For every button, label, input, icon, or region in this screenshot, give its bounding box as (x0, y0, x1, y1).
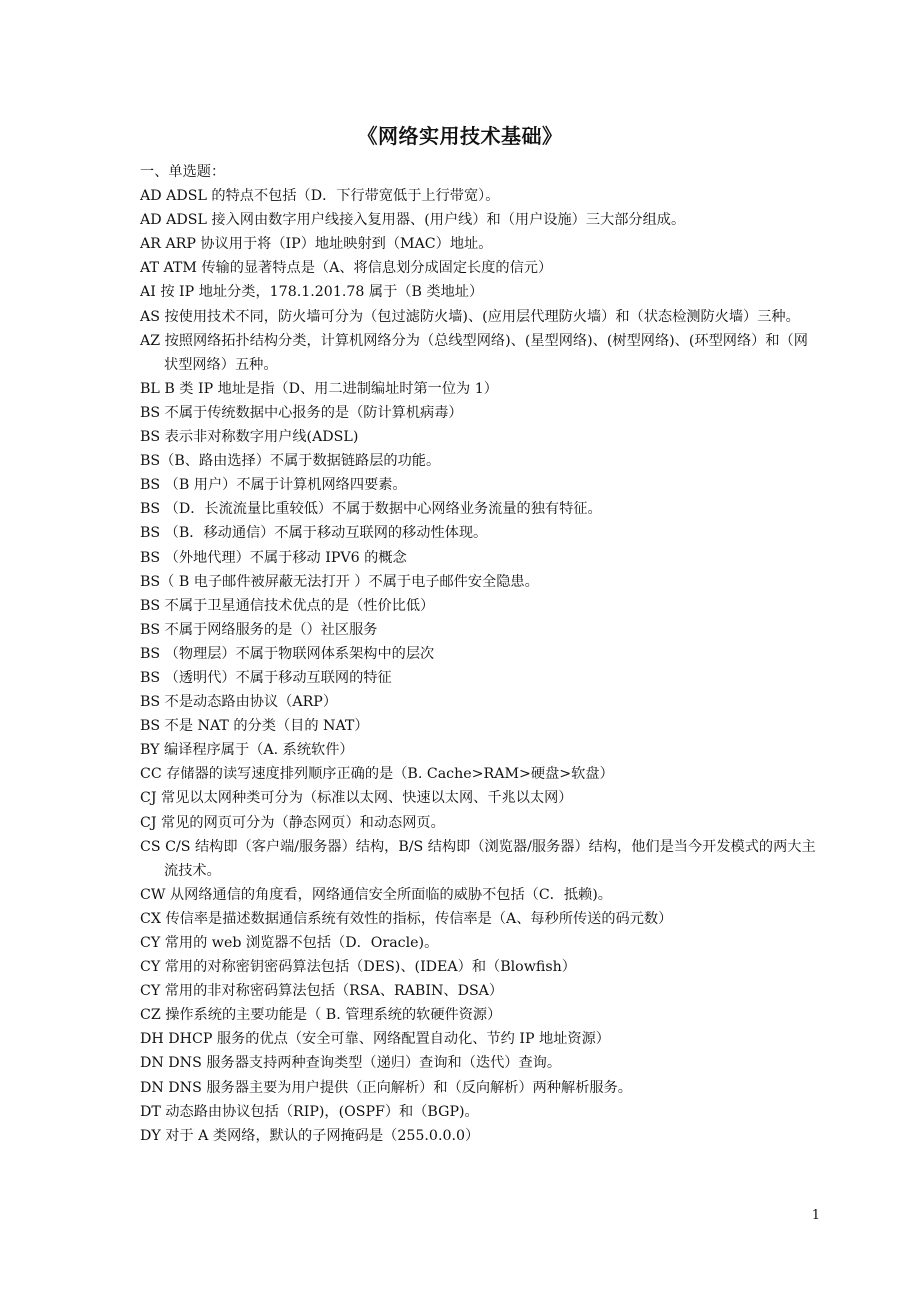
question-item: AI 按 IP 地址分类，178.1.201.78 属于（B 类地址） (140, 284, 484, 301)
question-item: DT 动态路由协议包括（RIP)，(OSPF）和（BGP)。 (140, 1103, 479, 1120)
question-item: CJ 常见以太网种类可分为（标准以太网、快速以太网、千兆以太网） (140, 790, 573, 807)
question-item: BL B 类 IP 地址是指（D、用二进制编址时第一位为 1） (140, 380, 498, 397)
question-item: DH DHCP 服务的优点（安全可靠、网络配置自动化、节约 IP 地址资源） (140, 1031, 610, 1048)
question-item: CJ 常见的网页可分为（静态网页）和动态网页。 (140, 814, 445, 831)
question-item: AD ADSL 的特点不包括（D．下行带宽低于上行带宽）。 (140, 188, 500, 205)
question-item: BS 不属于卫星通信技术优点的是（性价比低） (140, 597, 435, 614)
question-list (140, 184, 822, 1148)
question-item: BS （B 用户）不属于计算机网络四要素。 (140, 477, 407, 494)
question-item: AZ 按照网络拓扑结构分类，计算机网络分为（总线型网络)、(星型网络)、(树型网络)、(环型网络）和（网状型网络）五种。 (140, 332, 808, 373)
question-item: BS 不是动态路由协议（ARP） (140, 694, 338, 711)
question-item: BS（B、路由选择）不属于数据链路层的功能。 (140, 453, 441, 470)
question-item: BS 不是 NAT 的分类（目的 NAT） (140, 718, 369, 735)
question-item: AR ARP 协议用于将（IP）地址映射到（MAC）地址。 (140, 236, 493, 253)
question-item: AS 按使用技术不同，防火墙可分为（包过滤防火墙)、(应用层代理防火墙）和（状态检测防火墙）三种。 (140, 308, 800, 325)
question-item: BY 编译程序属于（A. 系统软件） (140, 742, 354, 759)
question-item: BS 表示非对称数字用户线(ADSL) (140, 429, 359, 446)
question-item: BS（ B 电子邮件被屏蔽无法打开 ）不属于电子邮件安全隐患。 (140, 573, 539, 590)
question-item: CY 常用的非对称密码算法包括（RSA、RABIN、DSA） (140, 983, 504, 1000)
question-item: DN DNS 服务器支持两种查询类型（递归）查询和（迭代）查询。 (140, 1055, 562, 1072)
section-heading: 一、单选题： (140, 164, 226, 180)
page-number: 1 (811, 1208, 820, 1223)
question-item: BS 不属于传统数据中心报务的是（防计算机病毒） (140, 404, 463, 421)
document-title: 《网络实用技术基础》 (357, 124, 563, 148)
question-item: BS （物理层）不属于物联网体系架构中的层次 (140, 645, 435, 662)
question-item: BS （外地代理）不属于移动 IPV6 的概念 (140, 549, 407, 566)
question-item: BS （B．移动通信）不属于移动互联网的移动性体现。 (140, 525, 488, 542)
question-item: BS （透明代）不属于移动互联网的特征 (140, 669, 392, 686)
question-item: CW 从网络通信的角度看，网络通信安全所面临的威胁不包括（C．抵赖)。 (140, 886, 612, 903)
question-item: CZ 操作系统的主要功能是（ B. 管理系统的软硬件资源） (140, 1007, 502, 1024)
question-item: CS C/S 结构即（客户端/服务器）结构，B/S 结构即（浏览器/服务器）结构，他们是当今开发模式的两大主流技术。 (140, 838, 816, 879)
question-item: CY 常用的对称密钥密码算法包括（DES)、(IDEA）和（Blowfish） (140, 959, 576, 976)
question-item: CX 传信率是描述数据通信系统有效性的指标，传信率是（A、每秒所传送的码元数） (140, 910, 673, 927)
question-item: AT ATM 传输的显著特点是（A、将信息划分成固定长度的信元） (140, 260, 553, 277)
question-item: DN DNS 服务器主要为用户提供（正向解析）和（反向解析）两种解析服务。 (140, 1079, 632, 1096)
question-item: CY 常用的 web 浏览器不包括（D．Oracle)。 (140, 935, 439, 951)
question-item: BS 不属于网络服务的是（）社区服务 (140, 621, 378, 638)
question-item: DY 对于 A 类网络，默认的子网掩码是（255.0.0.0） (140, 1127, 480, 1144)
question-item: AD ADSL 接入网由数字用户线接入复用器、(用户线）和（用户设施）三大部分组成。 (140, 212, 686, 229)
document-content (140, 160, 822, 1148)
question-item: CC 存储器的读写速度排列顺序正确的是（B. Cache>RAM>硬盘>软盘） (140, 766, 614, 783)
question-item: BS （D．长流流量比重较低）不属于数据中心网络业务流量的独有特征。 (140, 501, 602, 518)
